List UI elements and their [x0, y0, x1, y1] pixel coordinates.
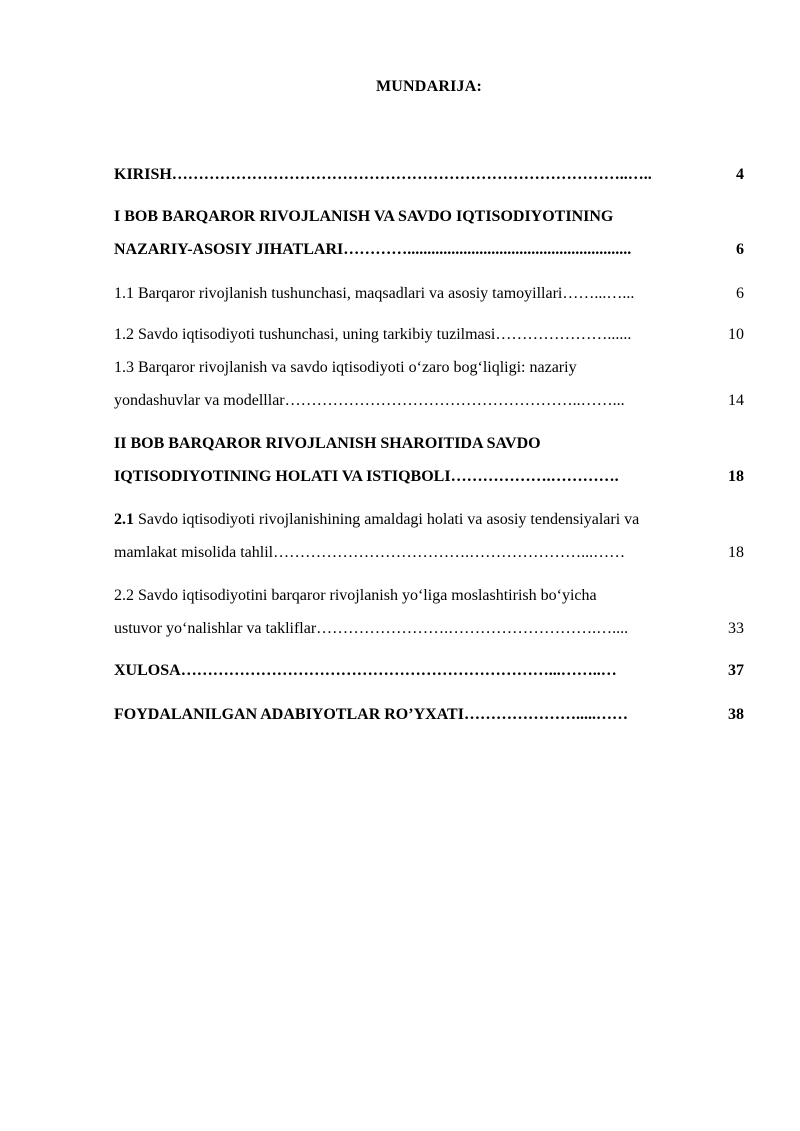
toc-entry-section-2-1[interactable]	[114, 543, 744, 563]
toc-entry-section-1-3[interactable]	[114, 391, 744, 411]
toc-entry-text: IQTISODIYOTINING HOLATI VA ISTIQBOLI	[114, 468, 451, 485]
toc-entry-chapter-1-line1: I BOB BARQAROR RIVOJLANISH VA SAVDO IQTISODIYOTINING	[114, 208, 614, 225]
toc-entry-text: ustuvor yo‘nalishlar va takliflar	[114, 620, 317, 637]
toc-entry-xulosa[interactable]	[114, 661, 744, 681]
toc-entry-text: 1.1 Barqaror rivojlanish tushunchasi, maqsadlari va asosiy tamoyillari	[114, 285, 563, 302]
toc-page-number: 6	[736, 241, 744, 258]
toc-entry-text: XULOSA	[114, 662, 181, 679]
toc-entry-section-1-3-line1: 1.3 Barqaror rivojlanish va savdo iqtisodiyoti o‘zaro bog‘liqligi: nazariy	[114, 359, 577, 376]
toc-entry-text: KIRISH	[114, 166, 172, 183]
toc-entry-chapter-1[interactable]	[114, 240, 744, 260]
toc-leader-dots: ……………………………………………………………...……..…	[180, 662, 617, 679]
toc-entry-chapter-2[interactable]	[114, 467, 744, 487]
toc-page-number: 10	[728, 326, 744, 343]
toc-leader-dots: ……………….………….	[450, 468, 619, 485]
toc-leader-dots: …………………......	[495, 326, 632, 343]
toc-entry-text: mamlakat misolida tahlil	[114, 544, 274, 561]
toc-entry-chapter-2-line1: II BOB BARQAROR RIVOJLANISH SHAROITIDA SAVDO	[114, 435, 541, 452]
toc-leader-dots: ………………………………………………..……...	[284, 392, 625, 409]
toc-entry-section-1-1[interactable]	[114, 284, 744, 304]
toc-leader-dots: …………………………………………………………………………..…..	[171, 166, 652, 183]
toc-page-number: 4	[736, 166, 744, 183]
toc-entry-text: yondashuvlar va modelllar	[114, 392, 285, 409]
toc-leader-dots: ……...…...	[562, 285, 635, 302]
toc-entry-section-1-2[interactable]	[114, 325, 744, 345]
toc-leader-dots: ………………….....……	[463, 706, 628, 723]
toc-page-number: 18	[728, 544, 744, 561]
toc-entry-text: FOYDALANILGAN ADABIYOTLAR RO’YXATI	[114, 706, 464, 723]
toc-entry-references[interactable]	[114, 705, 744, 725]
toc-leader-dots: ……………………………….…………………...……	[273, 544, 626, 561]
page-title: MUNDARIJA:	[376, 78, 482, 95]
toc-entry-section-2-1-line1	[114, 510, 744, 530]
toc-page-number: 38	[728, 706, 744, 723]
toc-entry-text: 1.2 Savdo iqtisodiyoti tushunchasi, uning tarkibiy tuzilmasi	[114, 326, 496, 343]
toc-page-number: 14	[728, 392, 744, 409]
section-number: 2.1	[114, 511, 134, 528]
section-title-part: Savdo iqtisodiyoti rivojlanishining amaldagi holati va asosiy tendensiyalari va	[134, 511, 640, 528]
toc-entry-kirish[interactable]	[114, 165, 744, 185]
toc-page-number: 33	[728, 620, 744, 637]
toc-entry-section-2-2[interactable]	[114, 619, 744, 639]
toc-entry-text: NAZARIY-ASOSIY JIHATLARI	[114, 241, 344, 258]
toc-leader-dots: …………........................................................	[343, 241, 632, 258]
toc-page-number: 18	[728, 468, 744, 485]
toc-entry-section-2-2-line1: 2.2 Savdo iqtisodiyotini barqaror rivojlanish yo‘liga moslashtirish bo‘yicha	[114, 587, 597, 604]
toc-page-number: 6	[736, 285, 744, 302]
toc-leader-dots: …………………….……………………….…....	[316, 620, 629, 637]
toc-page-number: 37	[728, 662, 744, 679]
